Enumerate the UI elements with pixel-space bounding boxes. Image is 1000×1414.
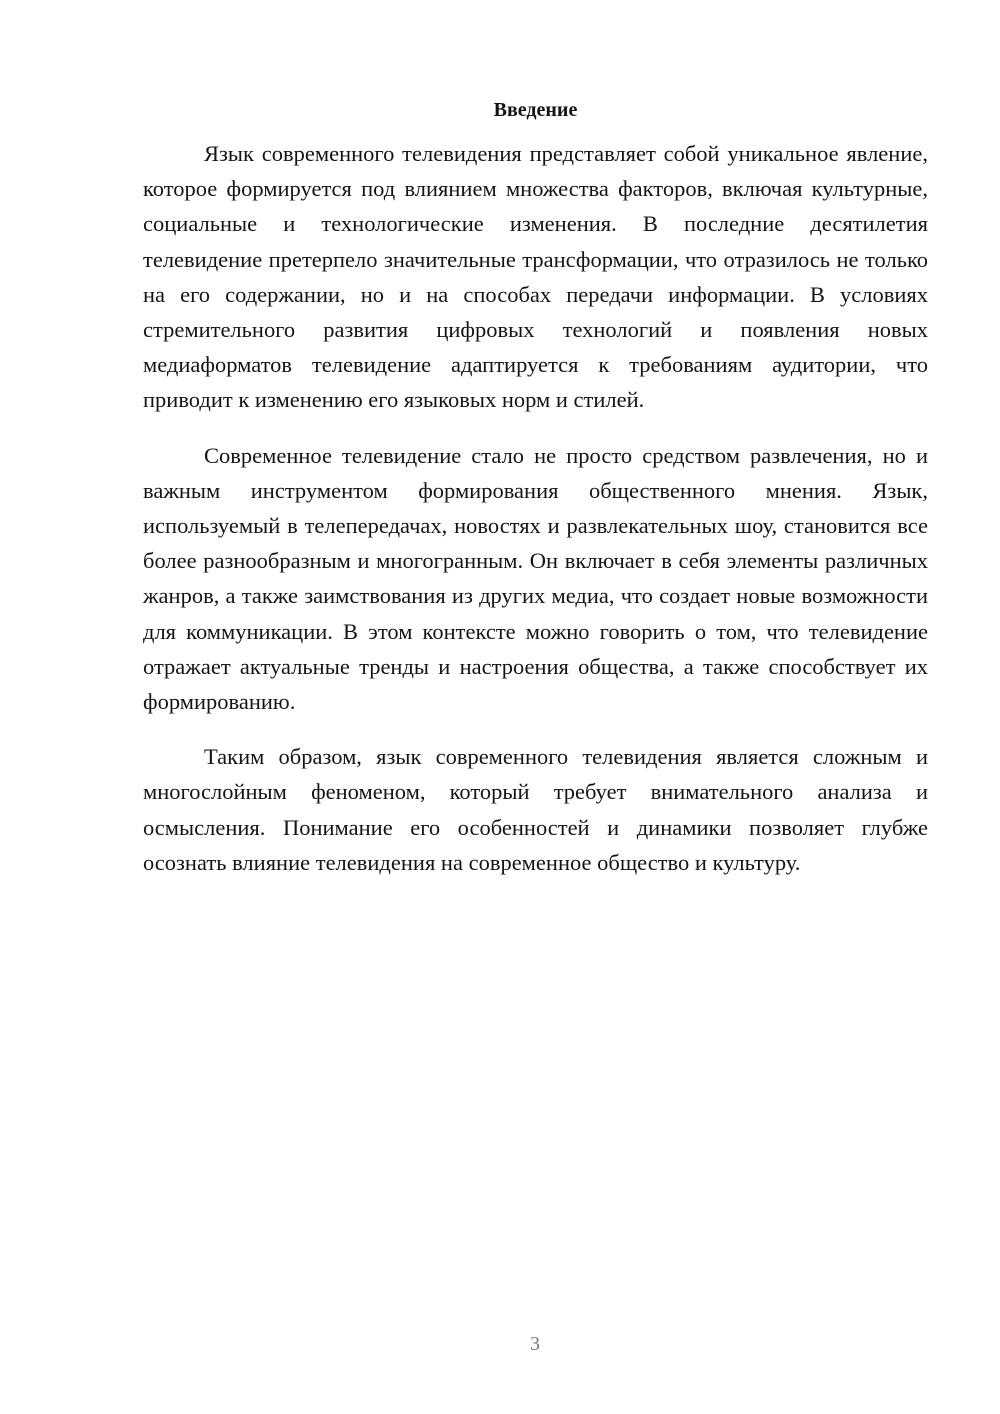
paragraph-2: Современное телевидение стало не просто средством развлечения, но и важным инструментом формирования общественного мнения. Язык, используемый в телепередачах, новостях и развлекательных шоу, становится все более разнообразным и многогранным. Он включает в себя элементы различных жанров, а также заимствования из других медиа, что создает новые возможности для коммуникации. В этом контексте можно говорить о том, что телевидение отражает актуальные тренды и настроения общества, а также способствует их формированию. — [143, 442, 928, 715]
paragraph-3: Таким образом, язык современного телевидения является сложным и многослойным феноменом, который требует внимательного анализа и осмысления. Понимание его особенностей и динамики позволяет глубже осознать влияние телевидения на современное общество и культуру. — [143, 744, 928, 875]
section-heading: Введение — [493, 99, 578, 121]
paragraph-1: Язык современного телевидения представляет собой уникальное явление, которое формируется под влиянием множества факторов, включая культурные, социальные и технологические изменения. В последние десятилетия телевидение претерпело значительные трансформации, что отразилось не только на его содержании, но и на способах передачи информации. В условиях стремительного развития цифровых технологий и появления новых медиаформатов телевидение адаптируется к требованиям аудитории, что приводит к изменению его языковых норм и стилей. — [143, 141, 928, 413]
page-content — [143, 96, 928, 900]
page-number: 3 — [530, 1333, 540, 1355]
